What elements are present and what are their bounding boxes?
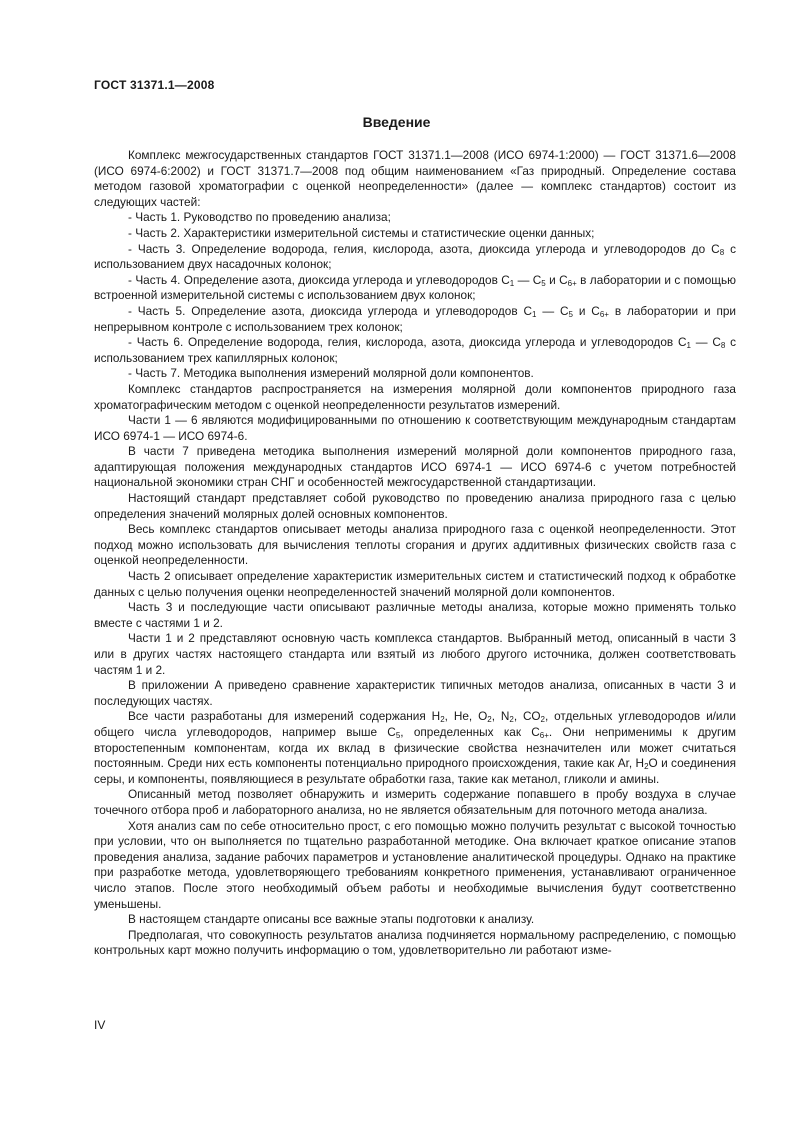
list-item-part-4: - Часть 4. Определение азота, диоксида углерода и углеводородов $С_1$ — $С_5$ и $С_{6+}$ в лаборатории и с помощью встроенной измерительной системы с использованием двух колонок; bbox=[94, 272, 736, 303]
document-header-id: ГОСТ 31371.1—2008 bbox=[94, 78, 215, 92]
list-item-part-6: - Часть 6. Определение водорода, гелия, кислорода, азота, диоксида углерода и углеводородов $С_1$ — $С_8$ с использованием трех капиллярных колонок; bbox=[94, 335, 736, 365]
page-title: Введение bbox=[362, 114, 431, 130]
list-item-part-2: - Часть 2. Характеристики измерительной системы и статистические оценки данных; bbox=[128, 225, 595, 240]
paragraph-parts-1-2: Части 1 и 2 представляют основную часть комплекса стандартов. Выбранный метод, описанный в части 3 или в других частях настоящего стандарта или взятый из любого другого источника, должен соответствовать частям 1 и 2. bbox=[94, 631, 736, 677]
paragraph-steps: В настоящем стандарте описаны все важные этапы подготовки к анализу. bbox=[128, 912, 535, 927]
paragraph-part-7: В части 7 приведена методика выполнения измерений молярной доли компонентов природного газа, адаптирующая положения международных стандартов ИСО 6974-1 — ИСО 6974-6 с учетом потребностей национальной экономики стран СНГ и особенностей межгосударственной стандартизации. bbox=[94, 444, 736, 490]
paragraph-air: Описанный метод позволяет обнаружить и измерить содержание попавшего в пробу воздуха в случае точечного отбора проб и лабораторного анализа, но не является обязательным для поточного метода анализа. bbox=[94, 787, 736, 817]
list-item-part-5: - Часть 5. Определение азота, диоксида углерода и углеводородов $С_1$ — $С_5$ и $С_{6+}$ в лаборатории и при непрерывном контроле с использованием трех колонок; bbox=[94, 303, 737, 334]
paragraph-components: Все части разработаны для измерений содержания $Н_2$, Не, $О_2$, $N_2$, $СО_2$, отдельных углеводородов и/или общего числа углеводородов, например выше $С_5$, определенных как $С_{6+}$. Они неприменимы к другим второстепенным компонентам, когда их вклад в физические свойства незначителен или может считаться постоянным. Среди них есть компоненты потенциально природного происхождения, такие как Ar, $Н_2О$ и соединения серы, и компоненты, появляющиеся в результате обработки газа, такие как метанол, гликоли и амины. bbox=[94, 709, 736, 786]
list-item-part-7: - Часть 7. Методика выполнения измерений молярной доли компонентов. bbox=[128, 366, 534, 381]
page-number: IV bbox=[94, 1018, 106, 1032]
paragraph-uncertainty: Весь комплекс стандартов описывает методы анализа природного газа с оценкой неопределенности. Этот подход можно использовать для вычисления теплоты сгорания и других аддитивных физических свойств газа с оценкой неопределенности. bbox=[94, 522, 736, 568]
paragraph-guide: Настоящий стандарт представляет собой руководство по проведению анализа природного газа с целью определения значений молярных долей основных компонентов. bbox=[94, 491, 736, 521]
paragraph-annex-a: В приложении А приведено сравнение характеристик типичных методов анализа, описанных в части 3 и последующих частях. bbox=[94, 678, 736, 708]
paragraph-modified: Части 1 — 6 являются модифицированными по отношению к соответствующим международным стандартам ИСО 6974-1 — ИСО 6974-6. bbox=[94, 413, 736, 443]
paragraph-control-charts: Предполагая, что совокупность результатов анализа подчиняется нормальному распределению, с помощью контрольных карт можно получить информацию о том, удовлетворительно ли работают изме- bbox=[94, 927, 736, 958]
paragraph-intro: Комплекс межгосударственных стандартов ГОСТ 31371.1—2008 (ИСО 6974-1:2000) — ГОСТ 31371.6—2008 (ИСО 6974-6:2002) и ГОСТ 31371.7—2008 под общим наименованием «Газ природный. Определение состава методом газовой хроматографии с оценкой неопределенности» (далее — комплекс стандартов) состоит из следующих частей: bbox=[94, 148, 736, 209]
paragraph-scope: Комплекс стандартов распространяется на измерения молярной доли компонентов природного газа хроматографическим методом с оценкой неопределенности результатов измерений. bbox=[94, 381, 736, 412]
document-body bbox=[94, 148, 736, 959]
paragraph-part-2: Часть 2 описывает определение характеристик измерительных систем и статистический подход к обработке данных с целью получения оценки неопределенностей значений молярной доли компонентов. bbox=[94, 569, 736, 599]
list-item-part-1: - Часть 1. Руководство по проведению анализа; bbox=[128, 210, 391, 225]
paragraph-part-3: Часть 3 и последующие части описывают различные методы анализа, которые можно применять только вместе с частями 1 и 2. bbox=[94, 600, 736, 630]
list-item-part-3: - Часть 3. Определение водорода, гелия, кислорода, азота, диоксида углерода и углеводородов до $С_8$ с использованием двух насадочных колонок; bbox=[94, 241, 736, 272]
paragraph-accuracy: Хотя анализ сам по себе относительно прост, с его помощью можно получить результат с высокой точностью при условии, что он выполняется по тщательно разработанной методике. Она включает краткое описание этапов проведения анализа, задание рабочих параметров и установление аналитической процедуры. Однако на практике при разработке метода, удовлетворяющего требованиям конкретного применения, устанавливают ограниченное число этапов. После этого необходимый объем работы и необходимые вычисления будут соответственно уменьшены. bbox=[94, 818, 736, 911]
